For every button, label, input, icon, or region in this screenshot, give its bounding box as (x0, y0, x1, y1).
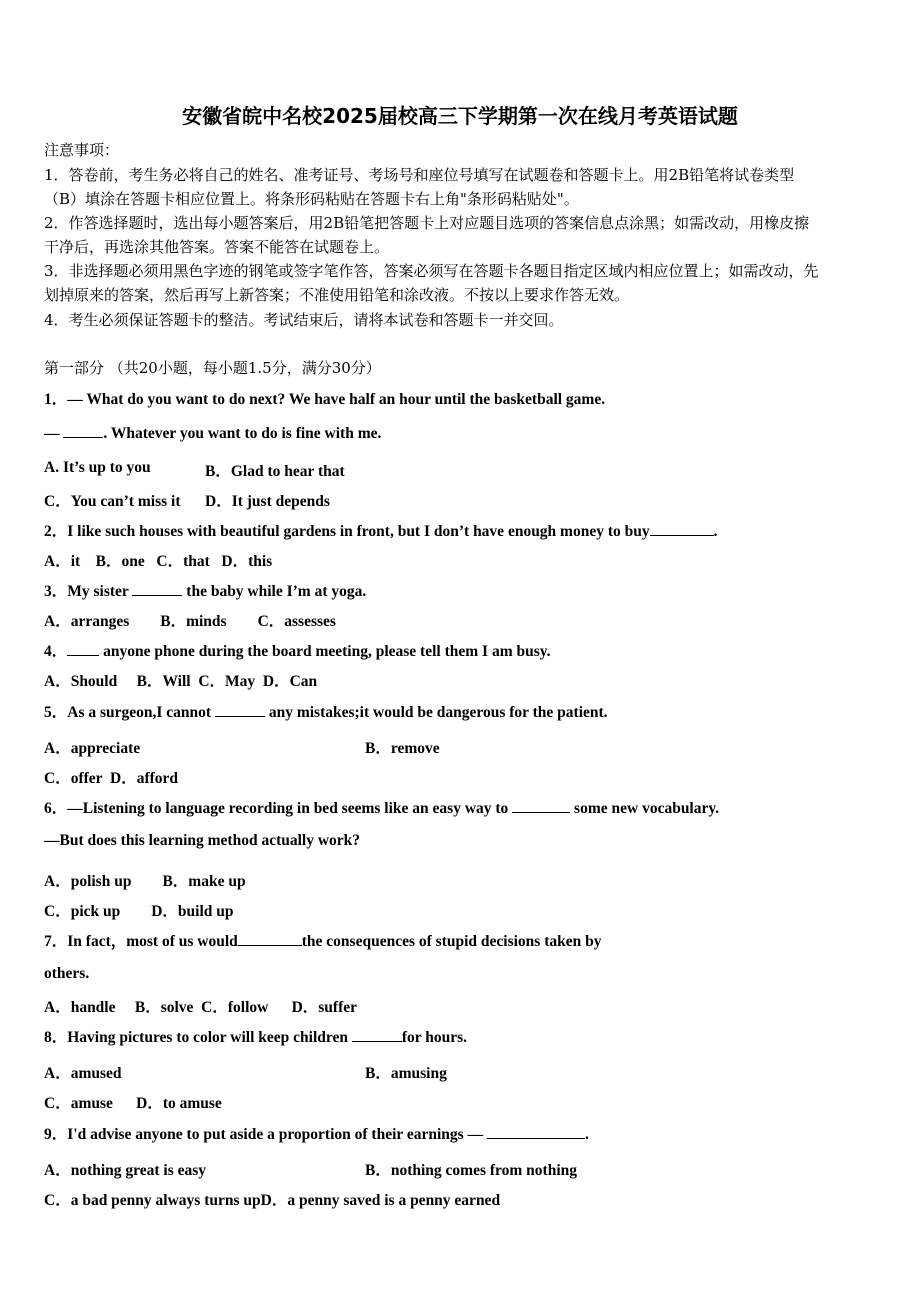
question-2-options: A．it B．one C．that D．this (44, 553, 273, 570)
stem-text: . (713, 523, 718, 540)
question-5-stem (44, 700, 608, 722)
question-9-stem (44, 1122, 589, 1144)
stem-text: 2．I like such houses with beautiful gardens in front, but I don’t have enough money to buy (44, 523, 650, 540)
stem-text: 7．In fact，most of us would (44, 933, 238, 950)
option-b: B．Glad to hear that (205, 463, 345, 480)
question-1-reply (44, 423, 381, 443)
notice-line: 干净后，再选涂其他答案。答案不能答在试题卷上。 (44, 238, 390, 256)
question-3-stem (44, 579, 366, 601)
option-a: A．amused (44, 1065, 122, 1082)
option-b: B．amusing (365, 1065, 447, 1082)
stem-text: anyone phone during the board meeting, please tell them I am busy. (99, 643, 551, 660)
answer-blank (238, 931, 302, 946)
stem-text: some new vocabulary. (570, 800, 720, 817)
question-6-reply: —But does this learning method actually work? (44, 832, 361, 849)
stem-text: . (584, 1126, 589, 1143)
notice-line: 4．考生必须保证答题卡的整洁。考试结束后，请将本试卷和答题卡一并交回。 (44, 311, 564, 329)
question-4-stem (44, 639, 551, 661)
question-4-options: A．Should B．Will C．May D．Can (44, 673, 318, 690)
option-c: C．You can’t miss it (44, 493, 181, 510)
stem-text: 5．As a surgeon,I cannot (44, 704, 215, 721)
stem-text: 3．My sister (44, 583, 133, 600)
option-d: D．It just depends (205, 493, 330, 510)
section-heading: 第一部分 （共20小题，每小题1.5分，满分30分） (44, 359, 381, 377)
question-6-stem (44, 796, 719, 818)
stem-text: 6．—Listening to language recording in bed seems like an easy way to (44, 800, 513, 817)
option-a: A. It’s up to you (44, 459, 151, 476)
question-7-stem (44, 929, 601, 951)
question-1-stem: 1．— What do you want to do next? We have half an hour until the basketball game. (44, 391, 606, 408)
option-c-d: C．pick up D．build up (44, 903, 234, 920)
option-a: A．appreciate (44, 740, 141, 757)
reply-dash: — (44, 425, 64, 442)
notice-line: 3．非选择题必须用黑色字迹的钢笔或签字笔作答，答案必须写在答题卡各题目指定区域内相应位置上；如需改动，先 (44, 262, 819, 280)
notice-line: 划掉原来的答案，然后再写上新答案；不准使用铅笔和涂改液。不按以上要求作答无效。 (44, 286, 630, 304)
answer-blank (512, 798, 570, 813)
option-b: B．remove (365, 740, 440, 757)
stem-text: 9．I'd advise anyone to put aside a proportion of their earnings — (44, 1126, 487, 1143)
answer-blank (67, 641, 99, 656)
question-8-stem (44, 1025, 467, 1047)
stem-text: the baby while I’m at yoga. (182, 583, 367, 600)
question-2-stem (44, 519, 718, 541)
answer-blank (650, 521, 714, 536)
option-a: A．nothing great is easy (44, 1162, 207, 1179)
option-a-b: A．polish up B．make up (44, 873, 246, 890)
stem-text: 4． (44, 643, 68, 660)
option-c-d: C．amuse D．to amuse (44, 1095, 222, 1112)
option-b: B．nothing comes from nothing (365, 1162, 577, 1179)
answer-blank (487, 1124, 585, 1139)
option-c-d: C．offer D．afford (44, 770, 179, 787)
answer-blank (132, 581, 182, 596)
stem-text: the consequences of stupid decisions taken by (301, 933, 602, 950)
answer-blank (63, 423, 103, 438)
answer-blank (352, 1027, 402, 1042)
stem-text: 8．Having pictures to color will keep children (44, 1029, 352, 1046)
stem-text: for hours. (401, 1029, 468, 1046)
reply-text: . Whatever you want to do is fine with me. (103, 425, 382, 442)
notice-heading: 注意事项： (44, 141, 120, 159)
stem-text: any mistakes;it would be dangerous for the patient. (264, 704, 608, 721)
page-title: 安徽省皖中名校2025届校高三下学期第一次在线月考英语试题 (182, 104, 738, 128)
notice-line: 2．作答选择题时，选出每小题答案后，用2B铅笔把答题卡上对应题目选项的答案信息点涂黑；如需改动，用橡皮擦 (44, 214, 810, 232)
question-7-continuation: others. (44, 965, 90, 982)
notice-line: 1．答卷前，考生务必将自己的姓名、准考证号、考场号和座位号填写在试题卷和答题卡上。用2B铅笔将试卷类型 (44, 166, 795, 184)
question-7-options: A．handle B．solve C．follow D．suffer (44, 999, 358, 1016)
option-c-d: C．a bad penny always turns upD．a penny saved is a penny earned (44, 1192, 501, 1209)
notice-line: （B）填涂在答题卡相应位置上。将条形码粘贴在答题卡右上角"条形码粘贴处"。 (44, 190, 579, 208)
answer-blank (215, 702, 265, 717)
question-3-options: A．arranges B．minds C．assesses (44, 613, 336, 630)
